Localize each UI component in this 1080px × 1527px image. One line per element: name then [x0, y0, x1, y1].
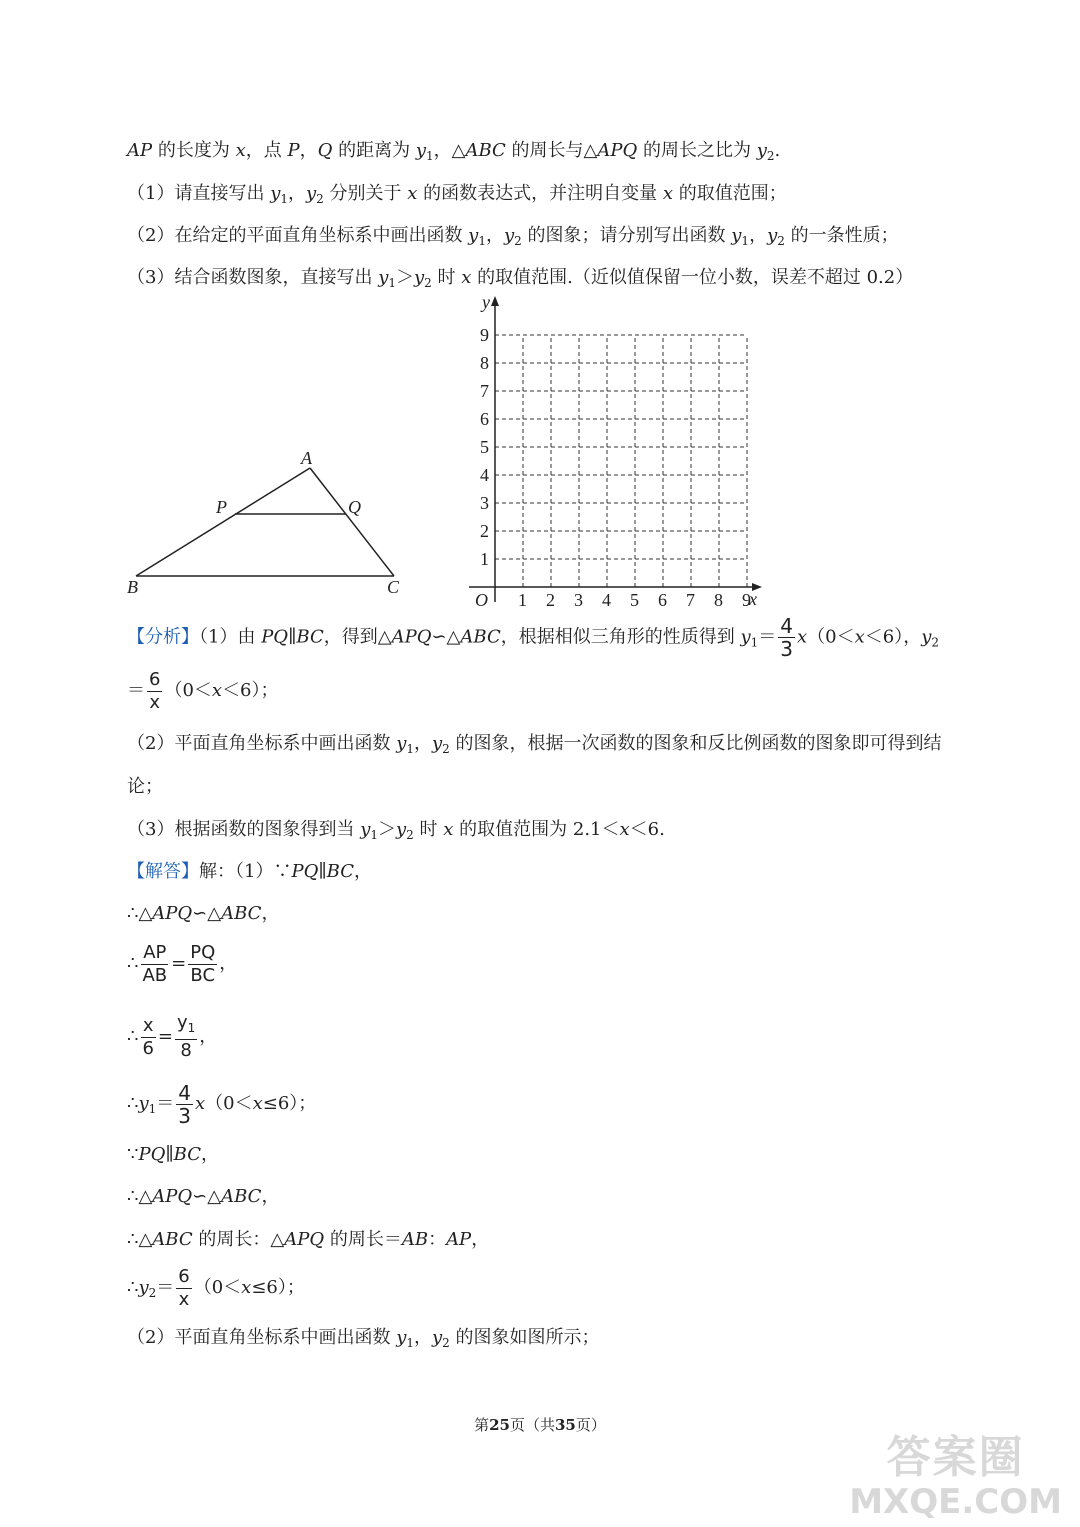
text: （0＜ [807, 626, 855, 648]
var-y: y [396, 733, 407, 754]
text: . [774, 140, 781, 161]
var-x: x [407, 183, 418, 204]
denominator: x [178, 1288, 190, 1310]
numerator: x [142, 1014, 154, 1036]
y-tick-label: 5 [480, 437, 489, 457]
label-c: C [387, 577, 400, 597]
text: ， [354, 861, 372, 882]
var-y: y [767, 225, 778, 246]
text: ， [414, 1327, 432, 1348]
label-q: Q [348, 497, 361, 517]
text: ，点 [245, 140, 288, 161]
var-y: y [503, 225, 515, 246]
text: ， [485, 225, 504, 246]
subscript: 1 [280, 192, 288, 206]
triangle-apq: APQ [284, 1229, 325, 1250]
side-ac [310, 468, 394, 576]
numerator: 6 [178, 1265, 190, 1287]
y-tick-label: 1 [480, 549, 489, 569]
segment-bc: BC [296, 626, 324, 648]
origin-label: O [475, 590, 488, 610]
text: 解：（1）∵ [199, 861, 292, 882]
var-y: y [731, 225, 742, 246]
text: △ [446, 626, 461, 648]
text: 的取值范围； [673, 183, 787, 204]
subscript: 1 [406, 1336, 414, 1350]
var-y: y [138, 1277, 149, 1298]
segment-pq: PQ [291, 861, 319, 882]
segment-ap: AP [446, 1229, 472, 1250]
solution-line-9 [127, 1264, 305, 1317]
var-x: x [252, 1093, 263, 1114]
text: △ [207, 903, 222, 924]
var-y: y [756, 140, 767, 161]
analysis-line-1 [127, 615, 939, 665]
text: ∴ [127, 953, 139, 974]
similar-symbol: ∽ [192, 903, 208, 924]
numerator: AP [143, 941, 167, 963]
triangle-figure [120, 440, 410, 605]
label-b: B [127, 577, 138, 597]
text: 时 [413, 819, 444, 840]
watermark-logo [849, 1433, 1062, 1521]
triangle-apq: APQ [152, 903, 193, 924]
subscript: 1 [750, 635, 759, 650]
triangle-abc: ABC [221, 1186, 262, 1207]
text: 的周长：△ [192, 1229, 285, 1250]
y-tick-label: 7 [480, 381, 489, 401]
text: ，根据相似三角形的性质得到 [500, 626, 741, 648]
y-tick-label: 3 [480, 493, 489, 513]
text: ＜6）， [864, 626, 922, 648]
text: （3）结合函数图象，直接写出 [127, 267, 379, 288]
denominator: AB [142, 964, 168, 986]
point-q: Q [317, 140, 333, 161]
subscript: 1 [741, 234, 750, 248]
solution-line-7 [127, 1185, 279, 1209]
text: （2）平面直角坐标系中画出函数 [127, 1327, 397, 1348]
equals: = [171, 953, 187, 974]
fraction [175, 1012, 197, 1062]
triangle-apq: APQ [152, 1186, 193, 1207]
solution-line-4 [127, 1012, 217, 1062]
y-axis-label: y [482, 292, 490, 312]
subscript: 2 [406, 828, 414, 842]
equals: ＝ [127, 680, 145, 701]
text: （1）由 [199, 626, 262, 648]
fraction [176, 1082, 193, 1127]
subscript: 2 [442, 1336, 450, 1350]
denominator: 8 [180, 1040, 192, 1061]
text: ≤6）； [251, 1277, 305, 1298]
text: （0＜ [164, 680, 212, 701]
x-tick-labels [518, 590, 751, 610]
x-tick-label: 3 [574, 590, 583, 610]
similar-symbol: ∽ [192, 1186, 208, 1207]
denominator: 3 [178, 1103, 191, 1128]
analysis-line-3 [127, 732, 942, 761]
var-y: y [740, 626, 751, 648]
text: （0＜ [205, 1093, 253, 1114]
subscript: 1 [406, 742, 414, 756]
point-p: P [287, 140, 300, 161]
var-x: x [241, 1277, 252, 1298]
text: ，得到△ [323, 626, 392, 648]
var-x: x [235, 140, 246, 161]
text: （2）在给定的平面直角坐标系中画出函数 [127, 225, 469, 246]
var-x: x [211, 680, 223, 701]
var-y: y [270, 183, 281, 204]
subscript: 1 [478, 234, 486, 248]
subscript: 2 [766, 149, 775, 163]
y-tick-label: 2 [480, 521, 489, 541]
text: 的周长＝ [324, 1229, 402, 1250]
grid-lines [495, 335, 747, 587]
equals: ＝ [156, 1093, 175, 1114]
total-pages: 35 [555, 1416, 576, 1434]
text: 的图象如图所示； [449, 1327, 600, 1348]
var-x: x [854, 626, 865, 648]
equals: ＝ [758, 626, 777, 648]
segment-bc: BC [173, 1144, 201, 1165]
analysis-line-2 [127, 667, 279, 715]
numerator [175, 1012, 197, 1040]
fraction [140, 942, 169, 987]
text: ， [199, 1026, 218, 1047]
analysis-tag: 【分析】 [127, 626, 199, 648]
text: （0＜ [193, 1277, 242, 1298]
text: ， [261, 1186, 280, 1207]
analysis-line-5 [127, 818, 665, 847]
fraction [176, 1266, 191, 1311]
triangle-abc: ABC [460, 626, 501, 648]
fraction [778, 615, 795, 660]
side-ab [136, 468, 310, 576]
text: ∴△ [127, 1186, 153, 1207]
subscript: 2 [514, 234, 522, 248]
text: ， [414, 733, 432, 754]
subscript: 2 [424, 276, 432, 290]
text: ＞ [396, 267, 414, 288]
numerator: 4 [178, 1080, 191, 1105]
subscript: 2 [148, 1286, 157, 1300]
question-1 [127, 182, 787, 211]
subscript: 1 [187, 1021, 196, 1035]
text: 第 [474, 1416, 490, 1434]
x-tick-label: 9 [742, 590, 751, 610]
solution-line-2 [127, 902, 279, 926]
x-tick-label: 7 [686, 590, 695, 610]
text: 的图象；请分别写出函数 [521, 225, 732, 246]
denominator: x [149, 691, 161, 713]
text: 的一条性质； [784, 225, 899, 246]
text: ∴ [127, 1026, 139, 1047]
x-tick-label: 4 [602, 590, 611, 610]
text: 的取值范围.（近似值保留一位小数，误差不超过 0.2） [471, 267, 914, 288]
fraction [188, 942, 217, 987]
text: 的图象，根据一次函数的图象和反比例函数的图象即可得到结 [449, 733, 942, 754]
text: 时 [431, 267, 462, 288]
text: △ [207, 1186, 222, 1207]
var-y: y [138, 1093, 149, 1114]
text: ≤6）； [262, 1093, 317, 1114]
y-tick-label: 4 [480, 465, 489, 485]
x-tick-label: 8 [714, 590, 723, 610]
x-tick-label: 6 [658, 590, 667, 610]
var-x: x [461, 267, 472, 288]
fraction [147, 669, 162, 714]
var-x: x [797, 626, 808, 648]
watermark-url: MXQE.COM [849, 1482, 1062, 1522]
text: ∴ [127, 1093, 139, 1114]
var-y: y [432, 733, 443, 754]
text: （3）根据函数的图象得到当 [127, 819, 361, 840]
var-y: y [415, 140, 426, 161]
subscript: 2 [777, 234, 785, 248]
solution-line-5 [127, 1080, 316, 1133]
subscript: 1 [388, 276, 396, 290]
text: ∴△ [127, 903, 153, 924]
denominator: 3 [780, 637, 794, 661]
parallel-symbol: ∥ [165, 1144, 174, 1165]
question-2 [127, 224, 899, 253]
var-y: y [396, 1327, 407, 1348]
var-x: x [619, 819, 630, 840]
solution-line-10 [127, 1326, 600, 1355]
subscript: 2 [442, 742, 450, 756]
solution-line-1 [127, 860, 372, 884]
text: 的周长之比为 [637, 140, 757, 161]
triangle-apq: APQ [597, 140, 638, 161]
y-axis-arrow [491, 296, 499, 306]
text: ， [299, 140, 318, 161]
triangle-abc: ABC [152, 1229, 193, 1250]
equals: ＝ [156, 1277, 175, 1298]
text: ∴△ [127, 1229, 153, 1250]
y-tick-label: 8 [480, 353, 489, 373]
text: ， [261, 903, 280, 924]
text: ＜6. [629, 819, 665, 840]
var-y: y [306, 183, 317, 204]
text: 的长度为 [152, 140, 236, 161]
x-axis-label: x [749, 589, 757, 609]
y-tick-label: 9 [480, 325, 489, 345]
var-y: y [396, 819, 407, 840]
text: （1）请直接写出 [127, 183, 271, 204]
var-y: y [360, 819, 371, 840]
triangle-abc: ABC [221, 903, 262, 924]
text: ， [749, 225, 768, 246]
watermark-text: 答案圈 [886, 1432, 1025, 1483]
text: 的函数表达式，并注明自变量 [417, 183, 663, 204]
text: 的取值范围为 2.1＜ [453, 819, 620, 840]
var-y: y [432, 1327, 443, 1348]
denominator: 6 [142, 1037, 154, 1059]
label-p: P [216, 497, 227, 517]
text: ， [201, 1144, 219, 1165]
fraction [140, 1015, 155, 1060]
solution-tag: 【解答】 [127, 861, 199, 882]
parallel-symbol: ∥ [288, 626, 297, 648]
numerator: 4 [780, 614, 794, 638]
x-tick-label: 2 [546, 590, 555, 610]
text: ∵ [127, 1144, 139, 1165]
var-x: x [195, 1093, 206, 1114]
subscript: 1 [425, 149, 434, 163]
numerator: 6 [149, 668, 161, 690]
text: 的距离为 [332, 140, 416, 161]
solution-line-6 [127, 1143, 219, 1167]
text: ＜6）； [222, 680, 279, 701]
var-x: x [443, 819, 454, 840]
equals: = [157, 1026, 173, 1047]
parallel-symbol: ∥ [318, 861, 327, 882]
subscript: 2 [316, 192, 324, 206]
var-y: y [177, 1012, 188, 1033]
text: ∴ [127, 1277, 139, 1298]
text: （2）平面直角坐标系中画出函数 [127, 733, 397, 754]
segment-ap: AP [127, 140, 153, 161]
subscript: 1 [370, 828, 378, 842]
var-y: y [468, 225, 479, 246]
text: ， [288, 183, 306, 204]
solution-line-8 [127, 1228, 489, 1252]
text: ＞ [378, 819, 396, 840]
subscript: 2 [931, 635, 940, 650]
numerator: PQ [190, 941, 216, 963]
segment-pq: PQ [261, 626, 289, 648]
label-a: A [301, 448, 312, 468]
text: 分别关于 [323, 183, 408, 204]
triangle-apq: APQ [391, 626, 432, 648]
coordinate-grid [460, 290, 770, 610]
var-x: x [662, 183, 674, 204]
text: ，△ [433, 140, 466, 161]
var-y: y [921, 626, 932, 648]
y-tick-label: 6 [480, 409, 489, 429]
segment-ab: AB [401, 1229, 429, 1250]
var-y: y [414, 267, 425, 288]
text: 的周长与△ [505, 140, 598, 161]
text: ， [219, 953, 238, 974]
subscript: 1 [148, 1102, 157, 1116]
page-number: 25 [489, 1416, 510, 1434]
solution-line-3 [127, 940, 237, 988]
y-tick-labels [480, 325, 489, 569]
text: 页） [575, 1416, 606, 1434]
x-tick-label: 5 [630, 590, 639, 610]
text: ， [471, 1229, 490, 1250]
x-tick-label: 1 [518, 590, 527, 610]
denominator: BC [190, 964, 216, 986]
segment-pq: PQ [138, 1144, 166, 1165]
similar-symbol: ∽ [431, 626, 447, 648]
segment-bc: BC [326, 861, 354, 882]
var-y: y [378, 267, 389, 288]
analysis-line-4: 论； [127, 776, 163, 797]
text: 页（共 [509, 1416, 555, 1434]
problem-line-0 [127, 139, 780, 168]
triangle-abc: ABC [465, 140, 506, 161]
text: ： [428, 1229, 447, 1250]
